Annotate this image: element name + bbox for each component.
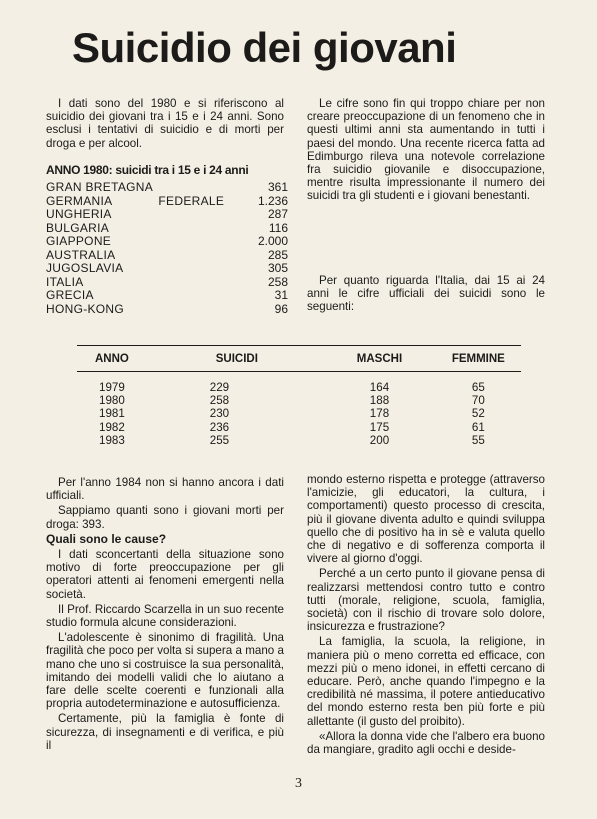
country-value: 361 [267,180,288,194]
country-row [46,249,288,263]
header-femmine: FEMMINE [451,352,505,365]
body-paragraph: mondo esterno rispetta e protegge (attraverso l'amicizie, gli educatori, la cultura, i comportamenti) questo processo di crescita, più il giovane diventa adulto e quindi sviluppa quello che di positivo ha in sè e valuta quello che di negativo e di sofferenza comporta il vivere al giorno d'oggi. [307,473,545,566]
country-name-suffix: FEDERALE [158,193,225,208]
intro-right-column [307,97,545,203]
body-left-column [46,476,284,752]
cell-suicidi: 236 [209,420,230,434]
header-anno: ANNO [95,352,129,365]
intro-left-column [46,97,284,150]
country-name: GIAPPONE [46,234,112,248]
country-value: 31 [274,288,288,302]
italy-suicide-table [77,345,521,447]
cell-femmine: 70 [471,394,485,408]
cell-maschi: 164 [369,381,390,394]
country-value: 2.000 [257,234,288,248]
italia-intro-column [307,274,545,314]
table-row [77,434,521,447]
country-value: 258 [267,274,288,289]
body-paragraph: Il Prof. Riccardo Scarzella in un suo recente studio formula alcune considerazioni. [46,602,284,630]
cell-suicidi: 258 [209,394,230,408]
body-paragraph: L'adolescente è sinonimo di fragilità. Una fragilità che poco per volta si supera a mano a mano che uno si costruisce la sua personalità, imitando dei modelli validi che lo aiutano a fare delle scelte coerenti e funzionali alla propria autodeterminazione e autosufficienza. [46,631,284,711]
table-row [77,407,521,420]
cell-suicidi: 230 [209,407,230,421]
cell-maschi: 200 [369,433,390,447]
country-value: 305 [267,261,288,275]
cell-anno: 1982 [99,420,125,434]
country-value: 285 [267,247,288,262]
body-paragraph: I dati sconcertanti della situazione sono motivo di forte preoccupazione per gli operatori attenti ai fenomeni emergenti nella società. [46,548,284,601]
country-name: ITALIA [46,274,84,289]
cell-anno: 1980 [99,394,125,408]
country-row [46,303,288,317]
country-value: 287 [267,207,288,221]
intro-paragraph: I dati sono del 1980 e si riferiscono al suicidio dei giovani tra i 15 e i 24 anni. Sono esclusi i tentativi di suicidio e di morti per droga e per alcool. [46,97,284,150]
body-paragraph: Certamente, più la famiglia è fonte di sicurezza, di insegnamenti e di verifica, e più il [46,712,284,752]
country-name: HONG-KONG [46,301,125,316]
section-heading: Quali sono le cause? [46,531,167,546]
cell-anno: 1983 [99,433,125,447]
country-row [46,276,288,290]
body-paragraph: La famiglia, la scuola, la religione, in maniera più o meno corretta ed efficace, con mezzi più o meno idonei, in effetti cercano di educare. Però, anche quando l'impegno e la credibilità né massima, il potere antieducativo del mondo esterno resta ben più forte e più allettante (il gusto del proibito). [307,635,545,728]
table-row [77,394,521,407]
cell-femmine: 52 [471,407,485,421]
body-right-column [307,473,545,756]
cell-femmine: 61 [471,420,485,434]
cell-anno: 1981 [99,407,125,421]
body-paragraph: Sappiamo quanti sono i giovani morti per droga: 393. [46,504,284,531]
body-paragraph: «Allora la donna vide che l'albero era buono da mangiare, gradito agli occhi e deside- [307,729,545,757]
country-value: 96 [274,301,288,316]
country-row [46,289,288,303]
country-value: 1.236 [257,193,288,208]
cell-femmine: 55 [471,433,485,447]
country-value: 116 [268,220,288,235]
country-name: AUSTRALIA [46,247,116,262]
cell-anno: 1979 [99,381,125,394]
italia-intro-paragraph: Per quanto riguarda l'Italia, dai 15 ai 24 anni le cifre ufficiali dei suicidi sono le seguenti: [307,274,545,314]
country-row [46,235,288,249]
country-name: GRAN BRETAGNA [46,180,154,194]
country-name: BULGARIA [46,220,110,235]
header-maschi: MASCHI [356,352,403,365]
cell-maschi: 175 [369,420,390,434]
cell-femmine: 65 [471,381,485,394]
country-name: GERMANIA FEDERALE [46,193,225,208]
country-list [46,181,288,316]
cell-maschi: 188 [369,394,390,408]
context-paragraph: Le cifre sono fin qui troppo chiare per non creare preoccupazione di un fenomeno che in questi ultimi anni sta aumentando in tutti i paesi del mondo. Una recente ricerca fatta ad Edimburgo rileva una notevole correlazione fra suicidio giovanile e disoccupazione, mentre risulta impressionante il numero dei suicidi tra gli studenti e i giovani benestanti. [307,97,545,203]
country-row [46,181,288,195]
table-row [77,372,521,395]
countries-heading: ANNO 1980: suicidi tra i 15 e i 24 anni [46,163,249,177]
cell-maschi: 178 [369,407,390,421]
body-paragraph: Per l'anno 1984 non si hanno ancora i dati ufficiali. [46,476,284,503]
country-row [46,195,288,209]
page-title: Suicidio dei giovani [72,24,457,71]
country-row [46,262,288,276]
country-name: UNGHERIA [46,207,112,221]
cell-suicidi: 229 [209,381,230,394]
country-row [46,222,288,236]
cell-suicidi: 255 [209,433,230,447]
table-header-row [77,346,521,372]
header-suicidi: SUICIDI [215,352,258,365]
country-row [46,208,288,222]
country-name: GRECIA [46,288,94,302]
country-name: JUGOSLAVIA [46,261,124,275]
body-paragraph: Perché a un certo punto il giovane pensa di realizzarsi mettendosi contro tutto e contro tutti (morale, religione, scuola, famiglia, società) con il rischio di trovare solo dolore, insicurezza e frustrazione? [307,567,545,634]
page-number: 3 [295,776,302,791]
table-row [77,421,521,434]
